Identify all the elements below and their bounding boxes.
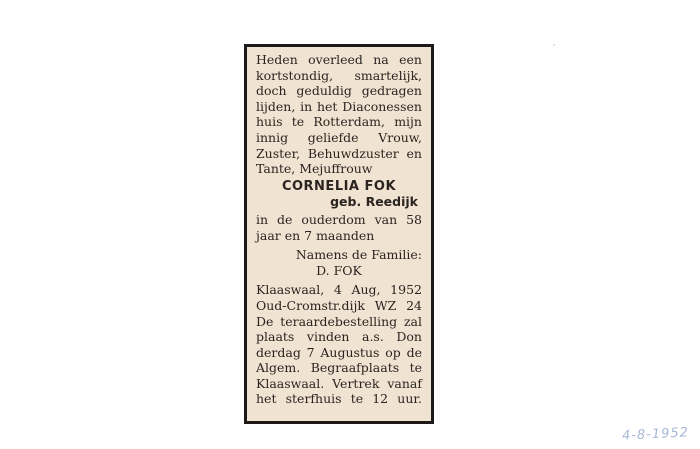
text-line xyxy=(256,376,422,392)
word: Algem. xyxy=(256,360,301,376)
text-line xyxy=(256,314,422,330)
word: in xyxy=(300,98,313,114)
text-line xyxy=(256,329,422,345)
word: smartelijk, xyxy=(354,67,422,83)
word: en xyxy=(406,145,422,161)
word: te xyxy=(409,360,422,376)
word: sterfhuis xyxy=(285,391,342,407)
text-line xyxy=(256,130,422,146)
word: innig xyxy=(256,129,289,145)
word: WZ xyxy=(374,297,397,313)
word: a.s. xyxy=(362,329,384,345)
word: zal xyxy=(403,313,422,329)
text-line xyxy=(256,114,422,130)
word: in xyxy=(256,211,269,227)
word: na xyxy=(373,52,389,67)
word: derdag xyxy=(256,344,301,360)
word: Vertrek xyxy=(332,375,380,391)
address xyxy=(256,298,422,314)
word: het xyxy=(256,391,277,407)
word: mijn xyxy=(394,114,422,130)
word: overleed xyxy=(308,52,363,67)
funeral-text xyxy=(256,314,422,408)
word: 24 xyxy=(406,297,422,313)
word: Augustus xyxy=(320,344,380,360)
word: Diaconessen xyxy=(342,98,422,114)
word: Begraafplaats xyxy=(310,360,400,376)
word: 1952 xyxy=(390,282,422,298)
place-date xyxy=(256,282,422,298)
word: uur. xyxy=(397,391,422,407)
word: de xyxy=(406,344,422,360)
word: gedragen xyxy=(361,83,422,99)
text-line xyxy=(256,99,422,115)
text-line xyxy=(256,83,422,99)
intro-last-line: Tante, Mejuffrouw xyxy=(256,161,373,177)
word: Zuster, xyxy=(256,145,301,161)
word: vanaf xyxy=(387,375,422,391)
text-line xyxy=(256,391,422,407)
word: De xyxy=(256,313,274,329)
handwritten-date: 4-8-1952 xyxy=(621,425,690,444)
text-line xyxy=(256,52,422,68)
word: vinden xyxy=(306,329,350,345)
word: Oud-Cromstr.dijk xyxy=(256,297,365,313)
word: Heden xyxy=(256,52,298,67)
deceased-name: CORNELIA FOK xyxy=(281,178,397,194)
word: Behuwdzuster xyxy=(307,145,399,161)
word: Klaaswaal. xyxy=(256,375,325,391)
word: plaats xyxy=(256,329,295,345)
word: 12 xyxy=(372,391,389,407)
obituary-paper xyxy=(247,47,431,421)
word: 7 xyxy=(306,344,315,360)
word: 58 xyxy=(406,211,422,227)
maiden-name: geb. Reedijk xyxy=(330,194,418,210)
age-line-1 xyxy=(256,212,422,228)
scan-speck xyxy=(553,44,555,46)
word: geliefde xyxy=(307,129,359,145)
intro-text xyxy=(256,52,422,161)
obituary-clipping xyxy=(244,44,434,424)
word: ouderdom xyxy=(301,211,366,227)
word: Don xyxy=(396,329,422,345)
word: op xyxy=(385,344,401,360)
word: kortstondig, xyxy=(256,67,334,83)
text-line xyxy=(256,146,422,162)
word: 4 xyxy=(333,282,342,298)
word: Vrouw, xyxy=(378,129,422,145)
word: het xyxy=(316,98,338,114)
word: van xyxy=(374,211,398,227)
word: doch xyxy=(256,83,287,99)
age-line-2: jaar en 7 maanden xyxy=(256,227,375,243)
word: huis xyxy=(256,114,283,130)
word: te xyxy=(350,391,364,407)
word: te xyxy=(291,114,305,130)
text-line xyxy=(256,345,422,361)
word: Klaaswaal, xyxy=(256,282,325,298)
text-line xyxy=(256,360,422,376)
word: Aug, xyxy=(351,282,381,298)
text-line xyxy=(256,68,422,84)
word: Rotterdam, xyxy=(313,114,385,130)
word: lijden, xyxy=(256,98,296,114)
word: teraardebestelling xyxy=(280,313,398,329)
signatory: D. FOK xyxy=(316,262,362,278)
family-label: Namens de Familie: xyxy=(295,247,422,263)
word: een xyxy=(399,52,422,67)
word: de xyxy=(276,211,293,227)
word: geduldig xyxy=(296,83,352,99)
